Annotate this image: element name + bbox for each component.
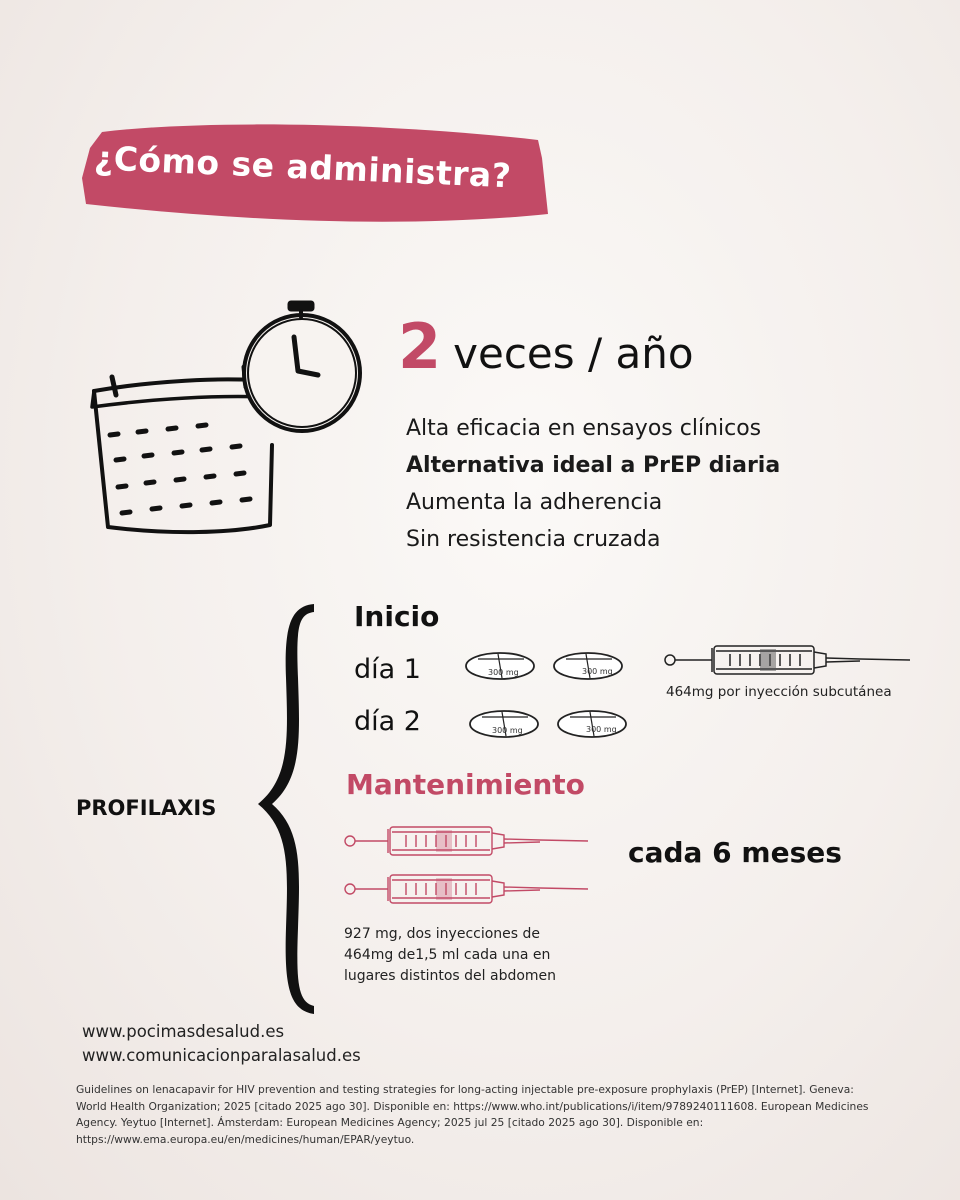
profilaxis-label: PROFILAXIS	[76, 796, 217, 820]
pill-icon	[556, 708, 628, 742]
page-title: ¿Cómo se administra?	[93, 138, 513, 196]
brace-icon	[250, 598, 320, 1018]
syringe-icon	[340, 822, 590, 860]
inicio-heading: Inicio	[354, 600, 440, 633]
benefit-item: Alta eficacia en ensayos clínicos	[406, 416, 762, 441]
day-1-label: día 1	[354, 654, 421, 685]
pill-icon	[464, 650, 536, 684]
pill-icon	[468, 708, 540, 742]
mantenimiento-heading: Mantenimiento	[346, 768, 585, 801]
benefit-item: Aumenta la adherencia	[406, 490, 663, 515]
references: Guidelines on lenacapavir for HIV prevention and testing strategies for long-acting injectable pre-exposure prophylaxis (PrEP) [Internet]. Geneva: World Health Organization; 2025 [citado 2025 ago 30]. Disponible en: https://www.who.int/publications/i/item/9789240111608. European Medicines Agency. Yeytuo [Internet]. Ámsterdam: European Medicines Agency; 2025 jul 25 [citado 2025 ago 30]. Disponible en: https://www.ema.europa.eu/en/medicines/human/EPAR/yeytuo.	[76, 1083, 869, 1146]
pill-icon	[552, 650, 624, 684]
maintenance-note: 927 mg, dos inyecciones de 464mg de1,5 ml cada una en lugares distintos del abdomen	[344, 926, 557, 984]
website-link[interactable]: www.comunicacionparalasalud.es	[82, 1046, 361, 1065]
benefit-item: Alternativa ideal a PrEP diaria	[406, 453, 781, 478]
pill-label: 300 mg	[582, 667, 613, 676]
benefit-item: Sin resistencia cruzada	[406, 527, 661, 552]
syringe-icon	[340, 870, 590, 908]
frequency	[398, 310, 694, 383]
frequency-text: veces / año	[453, 329, 694, 378]
pill-label: 300 mg	[586, 725, 617, 734]
pill-label: 300 mg	[488, 668, 519, 677]
syringe-icon	[660, 640, 912, 680]
day-2-label: día 2	[354, 706, 421, 737]
website-link[interactable]: www.pocimasdesalud.es	[82, 1022, 285, 1041]
pill-label: 300 mg	[492, 726, 523, 735]
calendar-clock-icon	[82, 295, 382, 545]
maintenance-frequency: cada 6 meses	[628, 836, 842, 869]
injection-note: 464mg por inyección subcutánea	[666, 684, 892, 700]
frequency-number: 2	[398, 310, 442, 383]
